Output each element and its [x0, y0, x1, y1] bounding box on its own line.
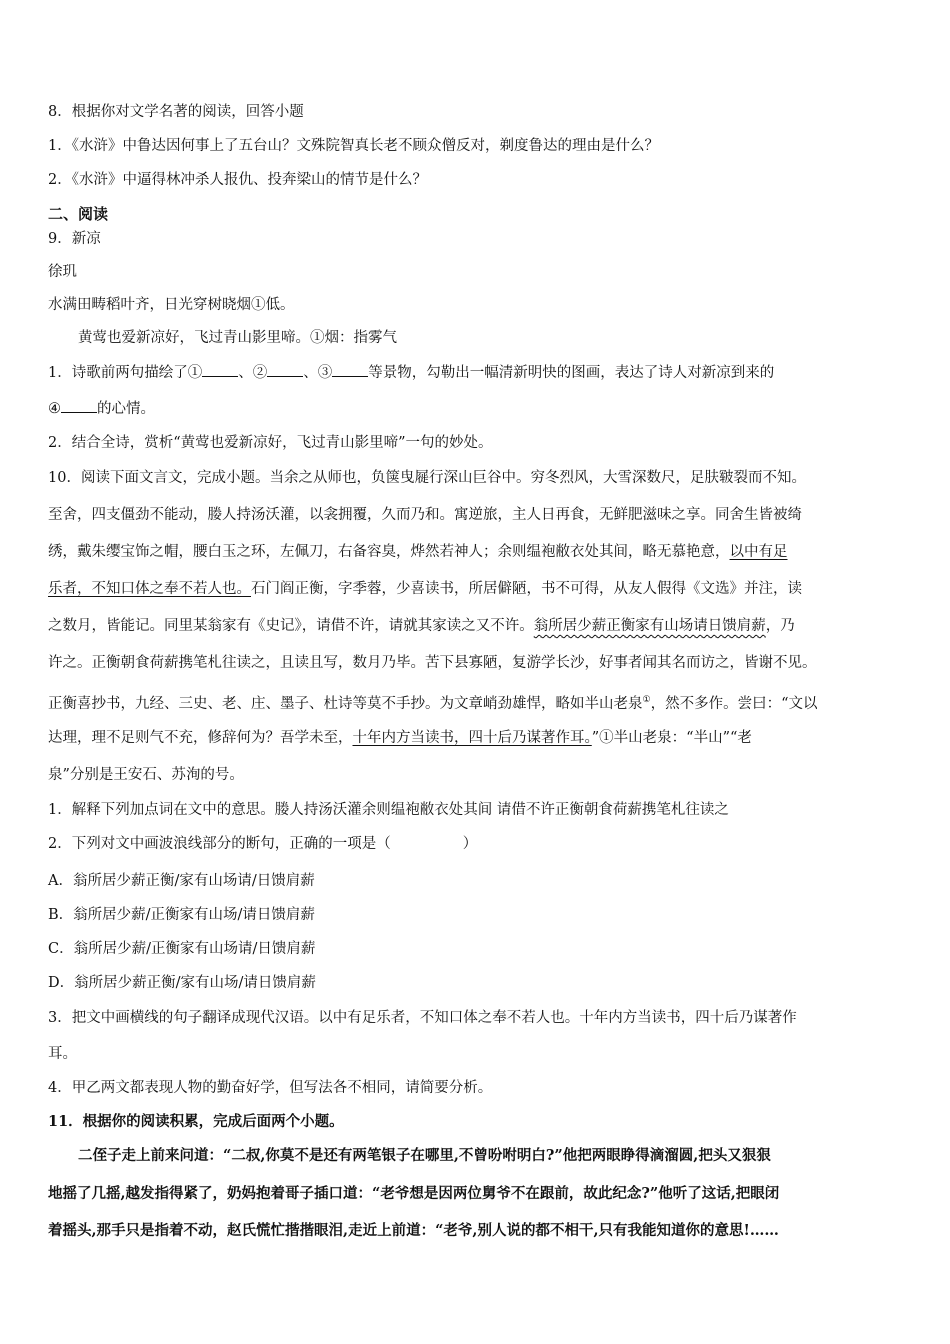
answer-blank-2[interactable]: [267, 362, 303, 377]
poem-line-1: 水满田畴稻叶齐，日光穿树晓烟①低。: [48, 297, 295, 313]
q9-subquestion-2: 2．结合全诗，赏析“黄莺也爱新凉好，飞过青山影里啼”一句的妙处。: [48, 435, 493, 451]
q8-subquestion-1: 1．《水浒》中鲁达因何事上了五台山？文殊院智真长老不顾众僧反对，剃度鲁达的理由是什么？: [48, 138, 659, 154]
q10-passage-line-1: 10．阅读下面文言文，完成小题。当余之从师也，负箧曳屣行深山巨谷中。穷冬烈风，大雪深数尺，足肤皲裂而不知。: [48, 470, 806, 486]
underlined-sentence-1-part-b: 乐者，不知口体之奉不若人也。: [48, 581, 251, 597]
q10-passage-line-2: 至舍，四支僵劲不能动，媵人持汤沃灌，以衾拥覆，久而乃和。寓逆旅，主人日再食，无鲜肥滋味之享。同舍生皆被绮: [48, 507, 802, 523]
underlined-sentence-1-part-a: 以中有足: [729, 544, 788, 560]
q8-subquestion-2: 2．《水浒》中逼得林冲杀人报仇、投奔梁山的情节是什么？: [48, 172, 427, 188]
option-a: A．翁所居少薪正衡/家有山场请/日馈肩薪: [48, 873, 315, 889]
option-c: C．翁所居少薪/正衡家有山场请/日馈肩薪: [48, 941, 316, 957]
q10-passage-line-6: 许之。正衡朝食荷薪携笔札往读之，且读且写，数月乃毕。苦下县寡陋，复游学长沙，好事者闻其名而访之，皆谢不见。: [48, 655, 817, 671]
answer-blank-4[interactable]: [61, 398, 97, 413]
q11-excerpt-line-3: 着摇头,那手只是指着不动，赵氏慌忙揩揩眼泪,走近上前道：“老爷,别人说的都不相干,只有我能知道你的意思!……: [48, 1222, 779, 1239]
q10-subquestion-1: 1．解释下列加点词在文中的意思。媵人持汤沃灌余则缊袍敝衣处其间 请借不许正衡朝食荷薪携笔札往读之: [48, 802, 729, 818]
q11-excerpt-line-1: 二侄子走上前来问道：“二叔,你莫不是还有两笔银子在哪里,不曾吩咐明白?”他把两眼睁得滴溜圆,把头又狠狠: [78, 1147, 771, 1164]
q11-excerpt-line-2: 地摇了几摇,越发指得紧了，奶妈抱着哥子插口道：“老爷想是因两位舅爷不在跟前，故此纪念?”他听了这话,把眼闭: [48, 1185, 780, 1202]
section-heading-reading: 二、阅读: [48, 205, 109, 223]
q10-passage-line-9: 泉”分别是王安石、苏洵的号。: [48, 767, 244, 783]
poem-line-2: 黄莺也爱新凉好，飞过青山影里啼。①烟：指雾气: [78, 330, 397, 346]
q10-subquestion-4: 4．甲乙两文都表现人物的勤奋好学，但写法各不相同，请简要分析。: [48, 1080, 493, 1096]
answer-blank-1[interactable]: [202, 362, 238, 377]
q9-subquestion-1-cont: ④ 的心情。: [48, 398, 155, 419]
q10-subquestion-3: 3．把文中画横线的句子翻译成现代汉语。以中有足乐者，不知口体之奉不若人也。十年内方当读书，四十后乃谋著作: [48, 1010, 797, 1026]
q8-title: 8．根据你对文学名著的阅读，回答小题: [48, 104, 304, 120]
q11-title: 11．根据你的阅读积累，完成后面两个小题。: [48, 1113, 344, 1130]
option-d: D．翁所居少薪正衡/家有山场/请日馈肩薪: [48, 975, 316, 991]
q10-passage-line-3: 绣，戴朱缨宝饰之帽，腰白玉之环，左佩刀，右备容臭，烨然若神人；余则缊袍敝衣处其间，略无慕艳意，以中有足: [48, 544, 788, 560]
q10-passage-line-4: 乐者，不知口体之奉不若人也。石门阎正衡，字季蓉，少喜读书，所居僻陋，书不可得，从友人假得《文选》并注，读: [48, 581, 802, 597]
q10-subquestion-2: 2．下列对文中画波浪线部分的断句，正确的一项是（ ）: [48, 836, 478, 852]
footnote-marker: ①: [642, 695, 651, 705]
q10-passage-line-7: 正衡喜抄书，九经、三史、老、庄、墨子、杜诗等莫不手抄。为文章峭劲雄悍，略如半山老泉①，然不多作。尝曰：“文以: [48, 695, 818, 712]
answer-blank-3[interactable]: [332, 362, 368, 377]
underlined-sentence-2: 十年内方当读书，四十后乃谋著作耳。: [352, 730, 592, 746]
option-b: B．翁所居少薪/正衡家有山场/请日馈肩薪: [48, 907, 315, 923]
wavy-underlined-phrase: 翁所居少薪正衡家有山场请日馈肩薪: [533, 618, 766, 634]
q9-subquestion-1: 1．诗歌前两句描绘了① 、② 、③ 等景物，勾勒出一幅清新明快的图画，表达了诗人对新凉到来的: [48, 362, 774, 383]
q9-title: 9．新凉: [48, 231, 101, 247]
q10-passage-line-5: 之数月，皆能记。同里某翁家有《史记》，请借不许，请就其家读之又不许。翁所居少薪正衡家有山场请日馈肩薪，乃: [48, 618, 795, 634]
q10-subquestion-3-cont: 耳。: [48, 1046, 77, 1062]
poem-author: 徐玑: [48, 264, 77, 280]
q10-passage-line-8: 达理，理不足则气不充，修辞何为？吾学未至，十年内方当读书，四十后乃谋著作耳。”①半山老泉：“半山”“老: [48, 730, 752, 746]
